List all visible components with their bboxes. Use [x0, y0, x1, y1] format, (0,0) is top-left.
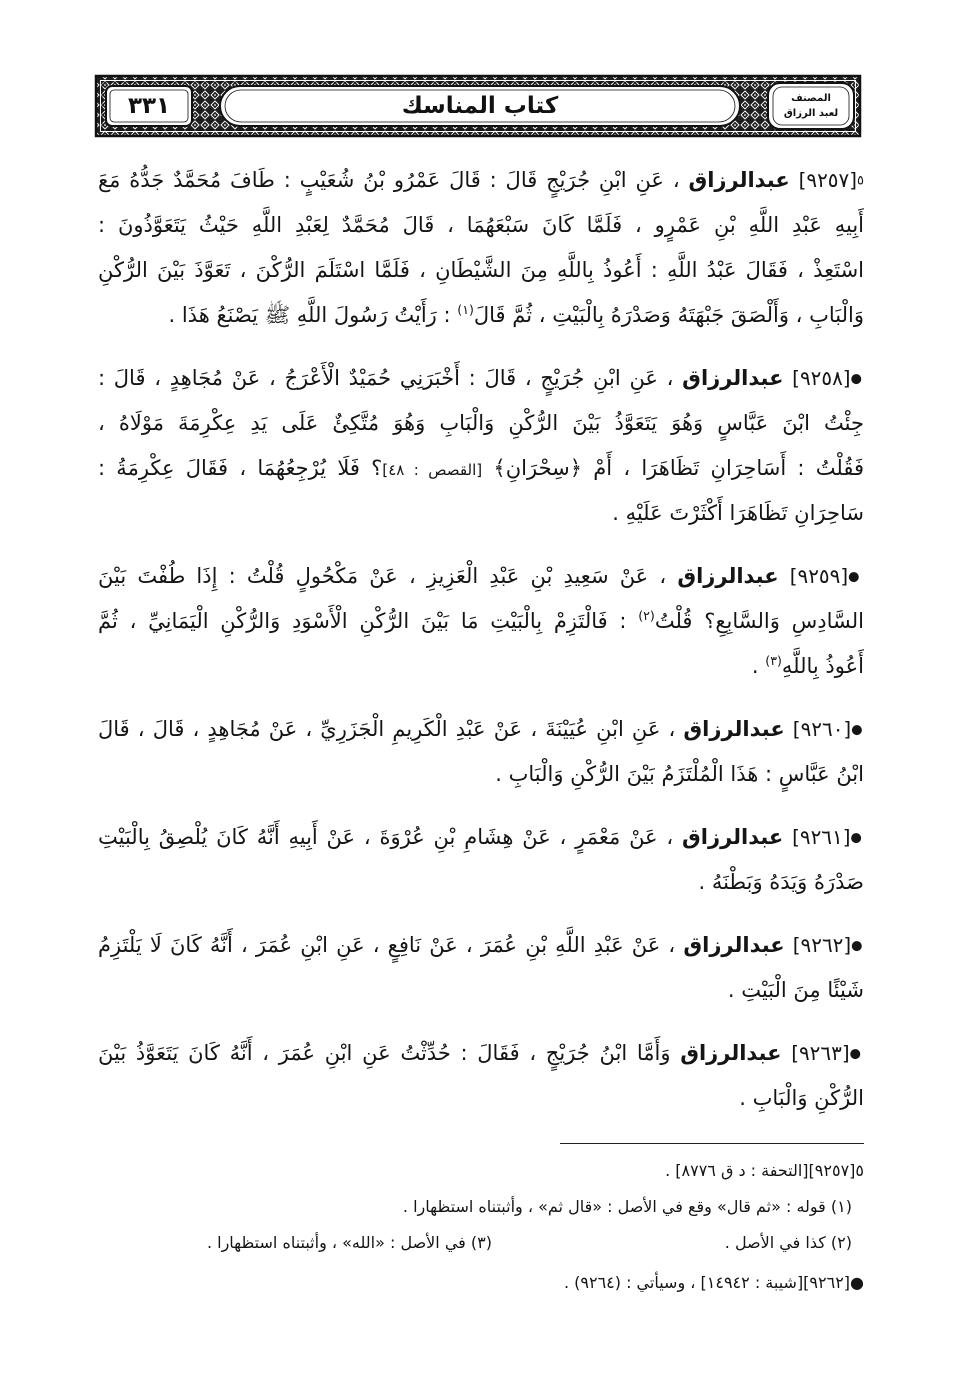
entry-marker: ●	[850, 830, 864, 846]
text-line	[98, 401, 864, 446]
hadith-entry	[98, 1031, 864, 1121]
narrator-name: عبدالرزاق	[680, 1041, 782, 1065]
hadith-number: [٩٢٥٧]	[798, 168, 857, 192]
text-line	[98, 356, 864, 401]
entry-marker: ●	[849, 1046, 864, 1062]
hadith-entry	[98, 554, 864, 689]
entry-marker: ●	[850, 371, 864, 387]
narrator-name: عبدالرزاق	[682, 366, 784, 390]
line-text: وَأَمَّا ابْنُ جُرَيْجٍ ، فَقَالَ : حُدِّثْتُ عَنِ ابْنِ عُمَرَ ، أَنَّهُ كَانَ يَتَعَوَّذُ بَيْنَ	[98, 1041, 671, 1065]
text-line	[98, 491, 864, 536]
footnote-1: (١) قوله : «ثم قال» وقع في الأصل : «قال ثم» ، وأثبتناه استظهارا .	[402, 1197, 852, 1216]
line-text: .	[751, 654, 759, 678]
text-line	[98, 554, 864, 599]
footnote-ref: (٢)	[638, 608, 655, 623]
text-line	[98, 968, 864, 1013]
entry-marker: ●	[851, 722, 864, 738]
line-text: أَعُوذُ بِاللَّهِ	[781, 654, 864, 678]
logo-line-bottom: لعبد الرزاق	[783, 108, 839, 119]
footnote-separator	[560, 1143, 864, 1144]
hadith-number: [٩٢٦٠]	[792, 717, 852, 741]
hadith-entry	[98, 815, 864, 905]
line-text: أَبِيهِ عَبْدِ اللَّهِ بْنِ عَمْرٍو ، فَلَمَّا كَانَ سَبْعَهُمَا ، قَالَ مُحَمَّدٌ لِعَبْدِ اللَّهِ حَيْثُ يَتَعَوَّذُونَ :	[98, 213, 864, 237]
publisher-logo	[768, 83, 854, 129]
entry-marker: ●	[851, 938, 864, 954]
text-line	[98, 599, 864, 644]
text-line	[98, 707, 864, 752]
line-text: ؟ فَلَا يُرْجِعُهُمَا ، فَقَالَ عِكْرِمَةُ :	[98, 456, 383, 480]
footnote-ref: (١)	[457, 302, 474, 317]
entry-marker: ●	[848, 569, 864, 585]
entry-marker: ٥	[856, 173, 864, 189]
line-text: ، عَنِ ابْنِ عُيَيْنَةَ ، عَنْ عَبْدِ الْكَرِيمِ الْجَزَرِيِّ ، عَنْ مُجَاهِدٍ ، قَالَ ، قَالَ	[98, 717, 676, 741]
text-line	[98, 203, 864, 248]
text-line	[98, 644, 864, 689]
narrator-name: عبدالرزاق	[677, 564, 779, 588]
line-text: السَّادِسِ وَالسَّابِعِ؟ قُلْتُ	[654, 609, 864, 633]
quran-word: ﴿سِحْرَانِ﴾	[493, 456, 583, 480]
line-text: ابْنُ عَبَّاسٍ : هَذَا الْمُلْتَزَمُ بَيْنَ الرُّكْنِ وَالْبَابِ .	[495, 762, 864, 786]
line-text: شَيْئًا مِنَ الْبَيْتِ .	[727, 978, 864, 1002]
quran-citation: [القصص : ٤٨]	[382, 461, 483, 479]
text-line	[98, 815, 864, 860]
line-text: : رَأَيْتُ رَسُولَ اللَّهِ ﷺ يَصْنَعُ هَذَا .	[168, 303, 451, 327]
narrator-name: عبدالرزاق	[683, 717, 785, 741]
hadith-entry	[98, 158, 864, 338]
text-line	[98, 446, 864, 491]
main-text	[98, 158, 864, 1121]
hadith-entry	[98, 707, 864, 797]
hadith-number: [٩٢٦٣]	[791, 1041, 850, 1065]
hadith-entry	[98, 923, 864, 1013]
hadith-number: [٩٢٦٢]	[792, 933, 852, 957]
line-text: ، عَنْ عَبْدِ اللَّهِ بْنِ عُمَرَ ، عَنْ نَافِعٍ ، عَنِ ابْنِ عُمَرَ ، أَنَّهُ كَانَ لَا يَلْتَزِمُ	[98, 933, 676, 957]
line-text: الرُّكْنِ وَالْبَابِ .	[739, 1086, 864, 1110]
line-text: ، عَنِ ابْنِ جُرَيْجٍ قَالَ : قَالَ عَمْرُو بْنُ شُعَيْبٍ : طَافَ مُحَمَّدٌ جَدُّهُ مَعَ	[98, 168, 680, 192]
line-text: ، عَنْ سَعِيدِ بْنِ عَبْدِ الْعَزِيزِ ، عَنْ مَكْحُولٍ قُلْتُ : إِذَا طُفْتَ بَيْنَ	[98, 564, 667, 588]
footnote-shayba: ●[٩٢٦٢][شيبة : ١٤٩٤٢] ، وسيأتي : (٩٢٦٤) .	[563, 1273, 864, 1292]
line-text: جِئْتُ ابْنَ عَبَّاسٍ وَهُوَ يَتَعَوَّذُ بَيْنَ الرُّكْنِ وَالْبَابِ وَهُوَ مُتَّكِئٌ عَلَى يَدِ عِكْرِمَةَ مَوْلَاهُ ،	[98, 411, 864, 435]
footnote-2: (٢) كذا في الأصل .	[724, 1233, 852, 1252]
line-text: وَالْبَابِ ، وَأَلْصَقَ جَبْهَتَهُ وَصَدْرَهُ بِالْبَيْتِ ، ثُمَّ قَالَ	[473, 303, 864, 327]
line-text: : فَالْتَزِمْ بِالْبَيْتِ مَا بَيْنَ الرُّكْنِ الْأَسْوَدِ وَالرُّكْنِ الْيَمَانِيِّ ، ثُمَّ	[98, 609, 627, 633]
hadith-entry	[98, 356, 864, 536]
footnotes	[98, 1153, 864, 1301]
text-line	[98, 752, 864, 797]
footnote-ref: (٣)	[765, 653, 782, 668]
hadith-number: [٩٢٥٩]	[789, 564, 849, 588]
text-line	[98, 1031, 864, 1076]
line-text: فَقُلْتُ : أَسَاحِرَانِ تَظَاهَرَا ، أَمْ	[593, 456, 864, 480]
line-text: سَاحِرَانِ تَظَاهَرَا أَكْثَرْتَ عَلَيْهِ .	[612, 501, 864, 525]
footnote-tuhfa: ٥[٩٢٥٧][التحفة : د ق ٨٧٧٦] .	[665, 1161, 864, 1180]
line-text: صَدْرَهُ وَيَدَهُ وَبَطْنَهُ .	[698, 870, 864, 894]
text-line	[98, 293, 864, 338]
narrator-name: عبدالرزاق	[688, 168, 790, 192]
hadith-number: [٩٢٥٨]	[792, 366, 851, 390]
text-line	[98, 860, 864, 905]
narrator-name: عبدالرزاق	[682, 825, 784, 849]
text-line	[98, 248, 864, 293]
running-title: كتاب المناسك	[401, 93, 559, 119]
hadith-number: [٩٢٦١]	[792, 825, 851, 849]
footnote-3: (٣) في الأصل : «الله» ، وأثبتناه استظهارا .	[206, 1233, 492, 1252]
page-number: ٣٣١	[127, 93, 171, 119]
line-text: اسْتَعِذْ ، فَقَالَ عَبْدُ اللَّهِ : أَعُوذُ بِاللَّهِ مِنَ الشَّيْطَانِ ، فَلَمَّا اسْتَلَمَ الرُّكْنَ ، تَعَوَّذَ بَيْنَ الرُّكْنِ	[98, 258, 864, 282]
footnote-row	[98, 1225, 864, 1261]
text-line	[98, 923, 864, 968]
text-line	[98, 158, 864, 203]
text-line	[98, 1076, 864, 1121]
narrator-name: عبدالرزاق	[683, 933, 785, 957]
line-text: ، عَنِ ابْنِ جُرَيْجٍ ، قَالَ : أَخْبَرَنِي حُمَيْدٌ الْأَعْرَجُ ، عَنْ مُجَاهِدٍ ، قَالَ :	[98, 366, 674, 390]
line-text: ، عَنْ مَعْمَرٍ ، عَنْ هِشَامِ بْنِ عُرْوَةَ ، عَنْ أَبِيهِ أَنَّهُ كَانَ يُلْصِقُ بِالْبَيْتِ	[98, 825, 674, 849]
logo-line-top: المصنف	[791, 93, 831, 104]
